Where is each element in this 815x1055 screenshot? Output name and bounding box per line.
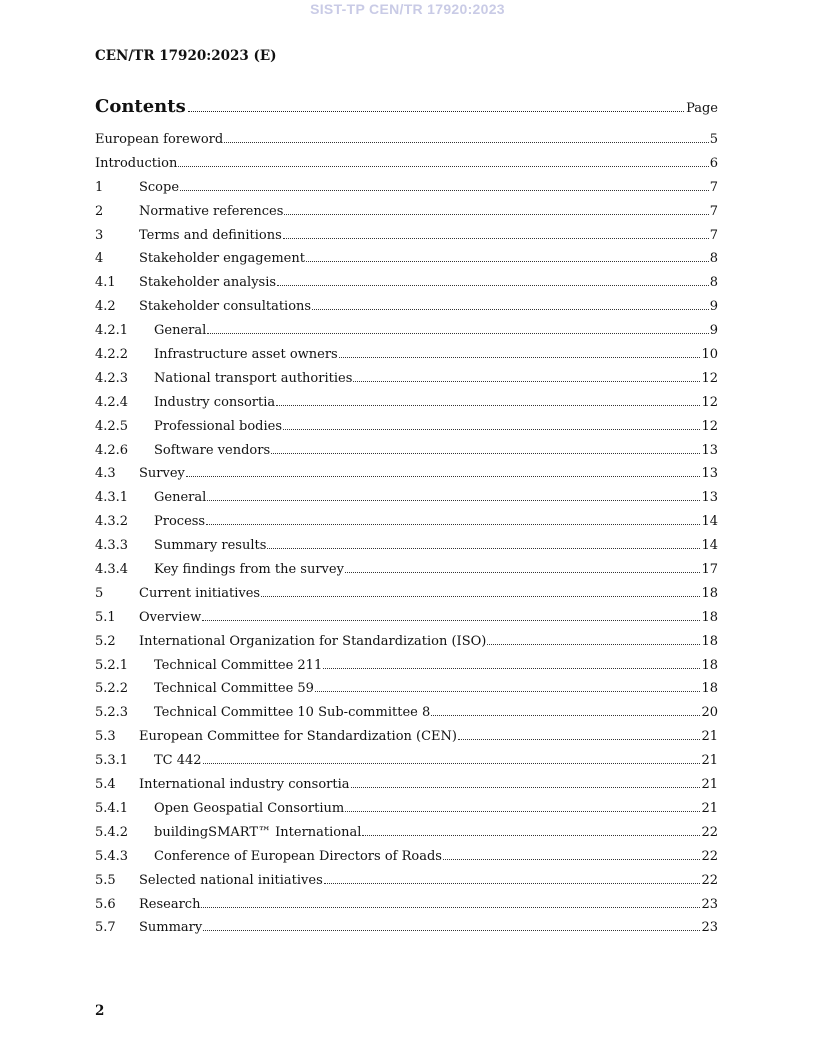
toc-entry-title: Selected national initiatives — [139, 872, 323, 888]
toc-entry-number: 4.3.1 — [95, 490, 129, 506]
toc-entry[interactable] — [95, 514, 718, 538]
toc-entry-page: 12 — [701, 370, 718, 386]
toc-entry-page: 22 — [701, 872, 718, 888]
toc-entry-title: Professional bodies — [154, 418, 283, 434]
toc-entry-title: Infrastructure asset owners — [154, 347, 338, 363]
toc-entry[interactable] — [95, 395, 718, 419]
toc-entry-page: 12 — [701, 394, 718, 410]
toc-entry-page: 21 — [701, 729, 718, 745]
toc-entry[interactable] — [95, 156, 718, 180]
toc-entry[interactable] — [95, 275, 718, 299]
toc-entry[interactable] — [95, 586, 718, 610]
contents-title: Contents — [95, 96, 186, 117]
toc-entry[interactable] — [95, 634, 718, 658]
dot-leader — [186, 476, 701, 477]
toc-entry-page: 13 — [701, 466, 718, 482]
toc-entry-page: 6 — [709, 155, 718, 171]
toc-entry[interactable] — [95, 132, 718, 156]
toc-entry-title: TC 442 — [154, 753, 202, 769]
toc-entry-title: European foreword — [95, 132, 224, 147]
toc-entry[interactable] — [95, 777, 718, 801]
toc-entry-title: Stakeholder engagement — [139, 251, 305, 267]
toc-entry-title: Process — [154, 514, 206, 530]
toc-entry-number: 5.2 — [95, 633, 116, 649]
toc-entry-title: Conference of European Directors of Roads — [154, 848, 442, 864]
toc-entry[interactable] — [95, 610, 718, 634]
toc-entry-page: 14 — [701, 538, 718, 554]
toc-entry-number: 4.2.2 — [95, 347, 129, 363]
toc-entry-number: 4.2 — [95, 299, 116, 315]
toc-entry-page: 18 — [701, 609, 718, 625]
toc-entry[interactable] — [95, 729, 718, 753]
toc-entry-page: 20 — [701, 705, 718, 721]
toc-entry-page: 14 — [701, 514, 718, 530]
toc-entry-page: 13 — [701, 442, 718, 458]
dot-leader — [277, 285, 709, 286]
toc-entry[interactable] — [95, 897, 718, 921]
toc-entry-title: Survey — [139, 466, 185, 482]
toc-entry[interactable] — [95, 204, 718, 228]
table-of-contents — [95, 132, 718, 944]
toc-entry[interactable] — [95, 705, 718, 729]
toc-entry-page: 13 — [701, 490, 718, 506]
toc-entry-page: 17 — [701, 562, 718, 578]
toc-entry-number: 1 — [95, 179, 104, 195]
toc-entry-page: 18 — [701, 681, 718, 697]
toc-entry-number: 2 — [95, 203, 104, 219]
toc-entry[interactable] — [95, 323, 718, 347]
dot-leader — [178, 166, 708, 167]
toc-entry[interactable] — [95, 466, 718, 490]
toc-entry[interactable] — [95, 920, 718, 944]
toc-entry-number: 5.1 — [95, 609, 116, 625]
toc-entry-number: 5.6 — [95, 896, 116, 912]
watermark: SIST-TP CEN/TR 17920:2023 — [310, 1, 505, 17]
toc-entry-number: 5.4.1 — [95, 800, 129, 816]
toc-entry[interactable] — [95, 371, 718, 395]
toc-entry-page: 21 — [701, 753, 718, 769]
document-id: CEN/TR 17920:2023 (E) — [95, 48, 277, 64]
toc-entry-title: Overview — [139, 609, 202, 625]
toc-entry[interactable] — [95, 801, 718, 825]
dot-leader — [283, 429, 700, 430]
toc-entry-title: Open Geospatial Consortium — [154, 800, 345, 816]
dot-leader — [323, 668, 700, 669]
toc-entry-number: 4.2.6 — [95, 442, 129, 458]
dot-leader — [345, 572, 701, 573]
toc-entry-number: 4.2.3 — [95, 370, 129, 386]
toc-entry-page: 7 — [709, 179, 718, 195]
toc-entry[interactable] — [95, 299, 718, 323]
toc-entry-number: 5.7 — [95, 920, 116, 936]
toc-entry[interactable] — [95, 538, 718, 562]
toc-entry-number: 5.5 — [95, 872, 116, 888]
dot-leader — [351, 787, 701, 788]
dot-leader — [180, 190, 709, 191]
dot-leader — [284, 214, 708, 215]
toc-entry-title: Terms and definitions — [139, 227, 282, 243]
toc-entry-title: Key findings from the survey — [154, 562, 344, 578]
toc-entry-number: 4.3.3 — [95, 538, 129, 554]
toc-entry-page: 22 — [701, 824, 718, 840]
page-column-label: Page — [686, 101, 718, 116]
toc-entry-title: Scope — [139, 179, 180, 195]
toc-entry-number: 5.4.2 — [95, 824, 129, 840]
toc-entry-page: 9 — [709, 299, 718, 315]
dot-leader — [339, 357, 701, 358]
toc-entry[interactable] — [95, 825, 718, 849]
toc-entry-page: 10 — [701, 347, 718, 363]
toc-entry-number: 4.2.1 — [95, 323, 129, 339]
toc-entry[interactable] — [95, 490, 718, 514]
toc-entry-number: 5.3 — [95, 729, 116, 745]
toc-entry-page: 21 — [701, 800, 718, 816]
toc-entry-number: 4.2.4 — [95, 394, 129, 410]
toc-entry-title: National transport authorities — [154, 370, 353, 386]
dot-leader — [431, 715, 700, 716]
toc-entry-title: Summary — [139, 920, 203, 936]
toc-entry-title: Stakeholder consultations — [139, 299, 312, 315]
toc-entry-number: 4.3 — [95, 466, 116, 482]
toc-entry[interactable] — [95, 753, 718, 777]
toc-entry-title: General — [154, 490, 207, 506]
toc-entry-number: 5.4 — [95, 777, 116, 793]
toc-entry[interactable] — [95, 681, 718, 705]
toc-entry-page: 12 — [701, 418, 718, 434]
toc-entry-title: Technical Committee 10 Sub-committee 8 — [154, 705, 431, 721]
toc-entry[interactable] — [95, 658, 718, 682]
toc-entry[interactable] — [95, 228, 718, 252]
toc-entry-number: 5.4.3 — [95, 848, 129, 864]
dot-leader — [201, 907, 700, 908]
toc-entry-title: Summary results — [154, 538, 267, 554]
toc-entry-title: Software vendors — [154, 442, 271, 458]
toc-entry-number: 5.2.2 — [95, 681, 129, 697]
dot-leader — [267, 548, 700, 549]
page-number: 2 — [95, 1003, 105, 1019]
dot-leader — [276, 405, 700, 406]
toc-entry-page: 21 — [701, 777, 718, 793]
toc-entry-title: buildingSMART™ International — [154, 824, 362, 840]
toc-entry[interactable] — [95, 419, 718, 443]
toc-entry-number: 3 — [95, 227, 104, 243]
toc-entry-number: 4.3.4 — [95, 562, 129, 578]
toc-entry[interactable] — [95, 443, 718, 467]
dot-leader — [345, 811, 700, 812]
toc-entry-page: 7 — [709, 227, 718, 243]
toc-entry-number: 5.2.1 — [95, 657, 129, 673]
toc-entry-number: 5 — [95, 585, 104, 601]
toc-entry-title: Technical Committee 211 — [154, 657, 323, 673]
toc-entry-title: Introduction — [95, 155, 178, 171]
dot-leader — [487, 644, 700, 645]
dot-leader — [306, 261, 709, 262]
toc-entry-title: General — [154, 323, 207, 339]
dot-leader — [207, 333, 708, 334]
toc-entry-number: 4.1 — [95, 275, 116, 291]
toc-entry-title: Stakeholder analysis — [139, 275, 277, 291]
toc-entry-page: 23 — [701, 920, 718, 936]
dot-leader — [362, 835, 700, 836]
toc-entry-page: 23 — [701, 896, 718, 912]
toc-entry-title: Research — [139, 896, 201, 912]
toc-entry[interactable] — [95, 347, 718, 371]
dot-leader — [203, 763, 701, 764]
dot-leader — [202, 620, 700, 621]
toc-entry-page: 18 — [701, 633, 718, 649]
dot-leader — [283, 238, 709, 239]
dot-leader — [271, 453, 700, 454]
dot-leader — [261, 596, 700, 597]
dot-leader — [443, 859, 701, 860]
dot-leader — [207, 500, 700, 501]
dot-leader — [312, 309, 709, 310]
toc-entry-number: 5.3.1 — [95, 753, 129, 769]
toc-entry-page: 18 — [701, 585, 718, 601]
dot-leader — [353, 381, 700, 382]
toc-entry-title: European Committee for Standardization (CEN) — [139, 729, 457, 745]
toc-entry-number: 4 — [95, 251, 104, 267]
toc-entry[interactable] — [95, 873, 718, 897]
toc-entry-page: 8 — [709, 275, 718, 291]
dot-leader — [203, 930, 700, 931]
toc-entry-title: Normative references — [139, 203, 284, 219]
toc-entry-title: Industry consortia — [154, 394, 276, 410]
toc-entry[interactable] — [95, 849, 718, 873]
toc-entry-title: Current initiatives — [139, 585, 261, 601]
contents-heading — [95, 96, 718, 117]
toc-entry-number: 4.3.2 — [95, 514, 129, 530]
toc-entry-number: 4.2.5 — [95, 418, 129, 434]
toc-entry[interactable] — [95, 180, 718, 204]
toc-entry-page: 7 — [709, 203, 718, 219]
toc-entry-title: International industry consortia — [139, 777, 350, 793]
toc-entry-page: 9 — [709, 323, 718, 339]
toc-entry-title: Technical Committee 59 — [154, 681, 314, 697]
toc-entry-page: 8 — [709, 251, 718, 267]
toc-entry[interactable] — [95, 251, 718, 275]
toc-entry-page: 5 — [709, 132, 718, 147]
dot-leader — [324, 883, 701, 884]
toc-entry-title: International Organization for Standardization (ISO) — [139, 633, 487, 649]
dot-leader — [206, 524, 700, 525]
dot-leader — [315, 691, 700, 692]
toc-entry-number: 5.2.3 — [95, 705, 129, 721]
dot-leader — [188, 111, 684, 112]
toc-entry-page: 18 — [701, 657, 718, 673]
dot-leader — [458, 739, 700, 740]
toc-entry[interactable] — [95, 562, 718, 586]
dot-leader — [224, 142, 709, 143]
toc-entry-page: 22 — [701, 848, 718, 864]
